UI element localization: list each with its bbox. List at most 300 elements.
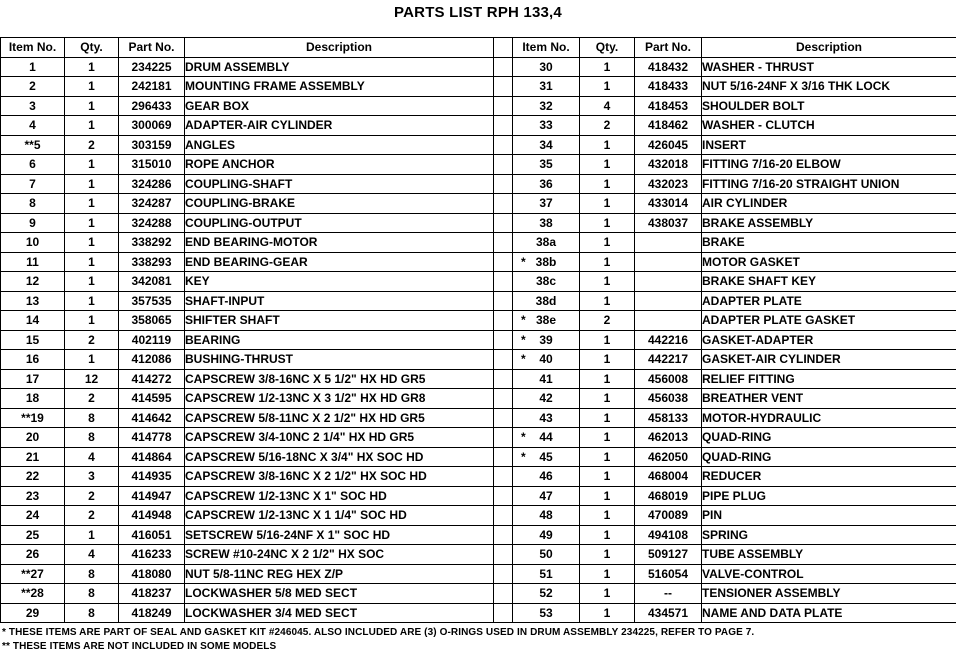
column-gap [494,213,513,233]
item-no-label: 48 [539,508,553,523]
item-no-cell [513,564,580,584]
column-gap [494,135,513,155]
column-gap [494,311,513,331]
part-no-cell: 324287 [119,194,185,214]
description-cell: BRAKE [702,233,956,253]
item-no-label: 35 [539,157,553,172]
description-cell: WASHER - CLUTCH [702,116,956,136]
qty-cell: 1 [65,252,119,272]
column-gap [494,77,513,97]
item-no-cell: 12 [1,272,65,292]
part-no-cell: 296433 [119,96,185,116]
column-gap [494,506,513,526]
part-no-cell: 462050 [635,447,702,467]
part-no-cell: 470089 [635,506,702,526]
qty-cell: 1 [580,57,635,77]
qty-cell: 2 [65,486,119,506]
description-cell: AIR CYLINDER [702,194,956,214]
part-no-cell: 416233 [119,545,185,565]
item-no-label: 38 [539,215,553,230]
qty-cell: 1 [580,584,635,604]
item-no-label: 44 [539,430,553,445]
footnote-not-included: ** THESE ITEMS ARE NOT INCLUDED IN SOME MODELS [2,641,277,652]
item-no-cell: 10 [1,233,65,253]
qty-cell: 1 [65,213,119,233]
description-cell: BRAKE SHAFT KEY [702,272,956,292]
item-no-cell: 2 [1,77,65,97]
description-cell: MOTOR-HYDRAULIC [702,408,956,428]
description-cell: TUBE ASSEMBLY [702,545,956,565]
description-cell: GEAR BOX [185,96,494,116]
item-no-cell [513,96,580,116]
description-cell: DRUM ASSEMBLY [185,57,494,77]
item-no-cell [513,603,580,623]
qty-cell: 1 [580,155,635,175]
table-row [1,350,956,370]
description-cell: QUAD-RING [702,428,956,448]
table-row [1,525,956,545]
item-no-cell: 20 [1,428,65,448]
item-no-cell: 18 [1,389,65,409]
table-row [1,408,956,428]
column-gap [494,447,513,467]
footnotes [2,626,754,654]
part-no-cell: 418237 [119,584,185,604]
part-no-cell: 303159 [119,135,185,155]
item-no-cell [513,330,580,350]
description-cell: COUPLING-BRAKE [185,194,494,214]
qty-cell: 8 [65,603,119,623]
description-cell: SHIFTER SHAFT [185,311,494,331]
qty-cell: 12 [65,369,119,389]
column-gap [494,330,513,350]
part-no-cell: 338293 [119,252,185,272]
part-no-cell: 357535 [119,291,185,311]
part-no-cell: 242181 [119,77,185,97]
table-row [1,252,956,272]
part-no-cell: 442217 [635,350,702,370]
column-gap [494,350,513,370]
description-cell: ANGLES [185,135,494,155]
qty-cell: 1 [580,603,635,623]
item-no-cell: 11 [1,252,65,272]
qty-cell: 1 [65,272,119,292]
qty-cell: 1 [65,291,119,311]
item-no-cell: 8 [1,194,65,214]
description-cell: BREATHER VENT [702,389,956,409]
part-no-cell [635,272,702,292]
column-gap [494,525,513,545]
part-no-cell: 418249 [119,603,185,623]
description-cell: CAPSCREW 1/2-13NC X 1" SOC HD [185,486,494,506]
description-cell: LOCKWASHER 5/8 MED SECT [185,584,494,604]
qty-cell: 1 [580,486,635,506]
qty-cell: 1 [580,272,635,292]
part-no-cell: 414864 [119,447,185,467]
qty-cell: 2 [65,506,119,526]
header-description: Description [702,38,956,58]
item-no-label: 30 [539,59,553,74]
item-no-cell: 16 [1,350,65,370]
part-no-cell: 414642 [119,408,185,428]
table-row [1,369,956,389]
column-gap [494,252,513,272]
table-row [1,291,956,311]
item-no-label: 39 [539,332,553,347]
table-row [1,233,956,253]
description-cell: COUPLING-SHAFT [185,174,494,194]
part-no-cell: 414947 [119,486,185,506]
qty-cell: 1 [580,389,635,409]
header-qty: Qty. [65,38,119,58]
header-qty: Qty. [580,38,635,58]
part-no-cell: 462013 [635,428,702,448]
part-no-cell: 412086 [119,350,185,370]
qty-cell: 1 [580,369,635,389]
qty-cell: 1 [65,155,119,175]
header-row [1,38,956,58]
qty-cell: 1 [580,77,635,97]
part-no-cell: 426045 [635,135,702,155]
qty-cell: 1 [65,77,119,97]
description-cell: BRAKE ASSEMBLY [702,213,956,233]
column-gap [494,545,513,565]
qty-cell: 1 [580,525,635,545]
part-no-cell: 324288 [119,213,185,233]
qty-cell: 1 [580,291,635,311]
description-cell: MOTOR GASKET [702,252,956,272]
item-no-cell [513,194,580,214]
item-no-cell [513,77,580,97]
description-cell: CAPSCREW 5/16-18NC X 3/4" HX SOC HD [185,447,494,467]
table-row [1,116,956,136]
qty-cell: 1 [580,174,635,194]
qty-cell: 4 [65,447,119,467]
description-cell: VALVE-CONTROL [702,564,956,584]
item-no-cell [513,57,580,77]
description-cell: END BEARING-MOTOR [185,233,494,253]
qty-cell: 1 [65,96,119,116]
kit-marker: * [521,332,526,347]
description-cell: ADAPTER-AIR CYLINDER [185,116,494,136]
description-cell: REDUCER [702,467,956,487]
part-no-cell: 509127 [635,545,702,565]
item-no-label: 34 [539,137,553,152]
parts-table [0,37,956,623]
table-row [1,135,956,155]
table-row [1,330,956,350]
qty-cell: 2 [65,389,119,409]
qty-cell: 3 [65,467,119,487]
part-no-cell [635,233,702,253]
description-cell: BUSHING-THRUST [185,350,494,370]
description-cell: SCREW #10-24NC X 2 1/2" HX SOC [185,545,494,565]
item-no-cell: 6 [1,155,65,175]
item-no-cell: **5 [1,135,65,155]
description-cell: WASHER - THRUST [702,57,956,77]
part-no-cell: 442216 [635,330,702,350]
qty-cell: 1 [580,408,635,428]
qty-cell: 8 [65,584,119,604]
item-no-cell [513,174,580,194]
column-gap [494,194,513,214]
qty-cell: 1 [65,57,119,77]
item-no-label: 49 [539,527,553,542]
item-no-cell [513,447,580,467]
part-no-cell: 418080 [119,564,185,584]
item-no-label: 38c [535,274,557,289]
description-cell: CAPSCREW 3/8-16NC X 2 1/2" HX SOC HD [185,467,494,487]
part-no-cell: 456038 [635,389,702,409]
item-no-cell: 1 [1,57,65,77]
table-row [1,603,956,623]
description-cell: PIPE PLUG [702,486,956,506]
part-no-cell: 418432 [635,57,702,77]
footnote-seal-kit: * THESE ITEMS ARE PART OF SEAL AND GASKET KIT #246045. ALSO INCLUDED ARE (3) O-RINGS USED IN DRUM ASSEMBLY 234225, REFER TO PAGE 7. [2,627,755,638]
item-no-cell [513,116,580,136]
qty-cell: 2 [580,311,635,331]
item-no-cell: 25 [1,525,65,545]
description-cell: ADAPTER PLATE [702,291,956,311]
item-no-cell [513,311,580,331]
qty-cell: 1 [65,311,119,331]
description-cell: INSERT [702,135,956,155]
table-row [1,486,956,506]
kit-marker: * [521,352,526,366]
item-no-cell [513,213,580,233]
item-no-cell: 4 [1,116,65,136]
column-gap [494,233,513,253]
column-gap [494,603,513,623]
qty-cell: 1 [65,350,119,370]
item-no-label: 43 [539,410,553,425]
item-no-label: 38a [535,235,557,250]
table-row [1,428,956,448]
description-cell: SPRING [702,525,956,545]
item-no-label: 38d [535,293,557,308]
description-cell: TENSIONER ASSEMBLY [702,584,956,604]
qty-cell: 1 [580,330,635,350]
qty-cell: 1 [580,233,635,253]
qty-cell: 1 [65,174,119,194]
header-item-no: Item No. [1,38,65,58]
part-no-cell: 414595 [119,389,185,409]
item-no-cell: 22 [1,467,65,487]
item-no-cell [513,467,580,487]
item-no-cell [513,135,580,155]
description-cell: SETSCREW 5/16-24NF X 1" SOC HD [185,525,494,545]
part-no-cell: 418453 [635,96,702,116]
item-no-cell [513,291,580,311]
table-row [1,311,956,331]
item-no-label: 45 [539,449,553,464]
part-no-cell: 432018 [635,155,702,175]
part-no-cell: 438037 [635,213,702,233]
description-cell: SHAFT-INPUT [185,291,494,311]
column-gap [494,155,513,175]
qty-cell: 1 [580,545,635,565]
qty-cell: 1 [580,213,635,233]
column-gap [494,408,513,428]
item-no-cell [513,506,580,526]
part-no-cell: 516054 [635,564,702,584]
qty-cell: 1 [65,116,119,136]
description-cell: NUT 5/16-24NF X 3/16 THK LOCK [702,77,956,97]
column-gap [494,291,513,311]
part-no-cell: 324286 [119,174,185,194]
qty-cell: 8 [65,564,119,584]
description-cell: QUAD-RING [702,447,956,467]
part-no-cell [635,252,702,272]
part-no-cell [635,311,702,331]
item-no-label: 38e [535,313,557,328]
item-no-cell: 26 [1,545,65,565]
part-no-cell: 456008 [635,369,702,389]
part-no-cell: 358065 [119,311,185,331]
item-no-cell: 21 [1,447,65,467]
table-row [1,272,956,292]
item-no-cell [513,389,580,409]
item-no-cell [513,350,580,370]
part-no-cell: 433014 [635,194,702,214]
item-no-cell: 24 [1,506,65,526]
item-no-cell [513,272,580,292]
part-no-cell: 342081 [119,272,185,292]
item-no-label: 31 [539,79,553,94]
description-cell: LOCKWASHER 3/4 MED SECT [185,603,494,623]
part-no-cell: 315010 [119,155,185,175]
description-cell: GASKET-ADAPTER [702,330,956,350]
description-cell: SHOULDER BOLT [702,96,956,116]
item-no-label: 50 [539,547,553,562]
item-no-cell: 29 [1,603,65,623]
description-cell: NAME AND DATA PLATE [702,603,956,623]
item-no-cell [513,408,580,428]
page-title: PARTS LIST RPH 133,4 [394,4,562,21]
qty-cell: 1 [580,467,635,487]
item-no-cell [513,233,580,253]
column-gap [494,389,513,409]
description-cell: RELIEF FITTING [702,369,956,389]
description-cell: NUT 5/8-11NC REG HEX Z/P [185,564,494,584]
table-row [1,57,956,77]
kit-marker: * [521,254,526,269]
qty-cell: 4 [580,96,635,116]
description-cell: GASKET-AIR CYLINDER [702,350,956,370]
part-no-cell: 414272 [119,369,185,389]
table-row [1,447,956,467]
column-gap [494,57,513,77]
item-no-label: 42 [539,391,553,406]
item-no-cell: 23 [1,486,65,506]
description-cell: MOUNTING FRAME ASSEMBLY [185,77,494,97]
description-cell: CAPSCREW 5/8-11NC X 2 1/2" HX HD GR5 [185,408,494,428]
header-part-no: Part No. [119,38,185,58]
column-gap [494,584,513,604]
qty-cell: 1 [580,428,635,448]
item-no-cell [513,584,580,604]
part-no-cell: 458133 [635,408,702,428]
item-no-label: 41 [539,371,553,386]
qty-cell: 1 [580,564,635,584]
description-cell: KEY [185,272,494,292]
qty-cell: 1 [580,135,635,155]
qty-cell: 4 [65,545,119,565]
part-no-cell [635,291,702,311]
item-no-cell: **27 [1,564,65,584]
qty-cell: 1 [65,194,119,214]
kit-marker: * [521,313,526,327]
item-no-cell [513,369,580,389]
column-gap [494,272,513,292]
qty-cell: 1 [65,233,119,253]
part-no-cell: -- [635,584,702,604]
item-no-cell [513,155,580,175]
item-no-cell: 17 [1,369,65,389]
header-description: Description [185,38,494,58]
part-no-cell: 468019 [635,486,702,506]
table-row [1,174,956,194]
column-gap [494,428,513,448]
qty-cell: 8 [65,428,119,448]
kit-marker: * [521,430,526,444]
column-gap [494,96,513,116]
qty-cell: 2 [580,116,635,136]
column-gap [494,38,513,58]
description-cell: CAPSCREW 1/2-13NC X 3 1/2" HX HD GR8 [185,389,494,409]
part-no-cell: 338292 [119,233,185,253]
item-no-label: 37 [539,196,553,211]
part-no-cell: 300069 [119,116,185,136]
item-no-cell: 14 [1,311,65,331]
item-no-cell: **28 [1,584,65,604]
header-part-no: Part No. [635,38,702,58]
item-no-cell [513,486,580,506]
item-no-label: 51 [539,566,553,581]
description-cell: PIN [702,506,956,526]
item-no-label: 46 [539,469,553,484]
part-no-cell: 494108 [635,525,702,545]
description-cell: BEARING [185,330,494,350]
part-no-cell: 414935 [119,467,185,487]
table-row [1,96,956,116]
item-no-label: 53 [539,605,553,620]
qty-cell: 8 [65,408,119,428]
table-row [1,467,956,487]
description-cell: END BEARING-GEAR [185,252,494,272]
part-no-cell: 434571 [635,603,702,623]
item-no-cell: 13 [1,291,65,311]
item-no-label: 36 [539,176,553,191]
description-cell: CAPSCREW 3/8-16NC X 5 1/2" HX HD GR5 [185,369,494,389]
table-row [1,506,956,526]
part-no-cell: 418462 [635,116,702,136]
column-gap [494,467,513,487]
table-row [1,155,956,175]
kit-marker: * [521,449,526,464]
description-cell: ADAPTER PLATE GASKET [702,311,956,331]
table-row [1,564,956,584]
qty-cell: 1 [580,194,635,214]
table-row [1,213,956,233]
item-no-cell: 15 [1,330,65,350]
table-row [1,389,956,409]
qty-cell: 2 [65,135,119,155]
part-no-cell: 402119 [119,330,185,350]
item-no-label: 32 [539,98,553,113]
qty-cell: 1 [580,350,635,370]
item-no-cell: 3 [1,96,65,116]
